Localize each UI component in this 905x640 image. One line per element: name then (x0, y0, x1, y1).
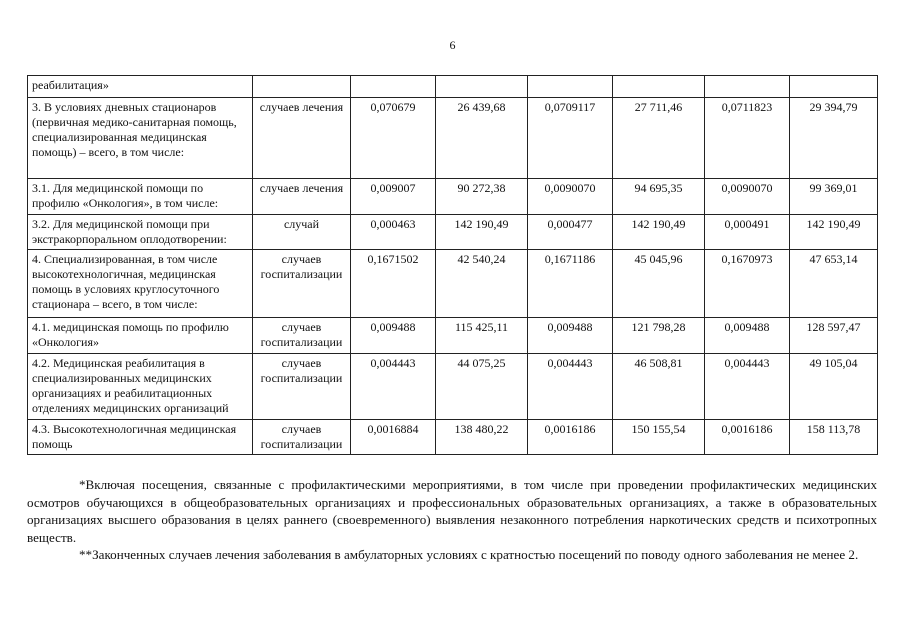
cell-value (705, 76, 790, 98)
cell-value: 0,000477 (528, 215, 613, 250)
cell-value: 0,004443 (528, 354, 613, 420)
row-unit (253, 76, 351, 98)
table-row (28, 215, 878, 250)
cell-value: 94 695,35 (613, 179, 705, 215)
footnote-1: *Включая посещения, связанные с профилактическими мероприятиями, в том числе при проведении профилактических медицинских осмотров обучающихся в общеобразовательных организациях и профессиональных образовательных организациях, а также в образовательных организациях высшего образования в целях раннего (своевременного) выявления незаконного потребления наркотических средств и психотропных веществ. (27, 477, 877, 545)
row-name: 3.1. Для медицинской помощи по профилю «Онкология», в том числе: (28, 179, 253, 215)
cell-value: 0,1671186 (528, 250, 613, 318)
cell-value (436, 76, 528, 98)
cell-value (528, 76, 613, 98)
row-unit: случаев госпитализации (253, 250, 351, 318)
cell-value: 0,0711823 (705, 98, 790, 179)
cell-value: 0,0090070 (528, 179, 613, 215)
cell-value: 45 045,96 (613, 250, 705, 318)
cell-value: 0,009488 (351, 318, 436, 354)
cell-value: 0,1671502 (351, 250, 436, 318)
cell-value: 142 190,49 (790, 215, 878, 250)
cell-value (613, 76, 705, 98)
row-name: 4.3. Высокотехнологичная медицинская помощь (28, 420, 253, 455)
cell-value: 44 075,25 (436, 354, 528, 420)
cell-value: 0,009488 (705, 318, 790, 354)
cell-value: 150 155,54 (613, 420, 705, 455)
cell-value: 142 190,49 (613, 215, 705, 250)
row-unit: случаев госпитализации (253, 420, 351, 455)
table-row (28, 179, 878, 215)
cell-value: 128 597,47 (790, 318, 878, 354)
cell-value: 27 711,46 (613, 98, 705, 179)
footnotes (27, 476, 877, 564)
cell-value: 99 369,01 (790, 179, 878, 215)
table-row (28, 420, 878, 455)
row-name: 4.1. медицинская помощь по профилю «Онкология» (28, 318, 253, 354)
footnote-2: **Законченных случаев лечения заболевания в амбулаторных условиях с кратностью посещений по поводу одного заболевания не менее 2. (79, 547, 859, 563)
cell-value: 0,009488 (528, 318, 613, 354)
cell-value (790, 76, 878, 98)
cell-value: 138 480,22 (436, 420, 528, 455)
cell-value: 0,009007 (351, 179, 436, 215)
cell-value: 0,0016186 (705, 420, 790, 455)
cell-value: 0,0016186 (528, 420, 613, 455)
cell-value: 142 190,49 (436, 215, 528, 250)
cell-value: 46 508,81 (613, 354, 705, 420)
cell-value: 42 540,24 (436, 250, 528, 318)
row-unit: случаев госпитализации (253, 318, 351, 354)
row-name: 3. В условиях дневных стационаров (первичная медико-санитарная помощь, специализированная медицинская помощь) – всего, в том числе: (28, 98, 253, 179)
cell-value: 121 798,28 (613, 318, 705, 354)
row-name: реабилитация» (28, 76, 253, 98)
cell-value: 29 394,79 (790, 98, 878, 179)
cell-value: 0,000463 (351, 215, 436, 250)
table-row (28, 76, 878, 98)
row-unit: случаев госпитализации (253, 354, 351, 420)
cell-value: 0,000491 (705, 215, 790, 250)
page-number: 6 (449, 38, 456, 52)
cell-value: 0,1670973 (705, 250, 790, 318)
cell-value: 26 439,68 (436, 98, 528, 179)
row-unit: случаев лечения (253, 179, 351, 215)
row-name: 3.2. Для медицинской помощи при экстракорпоральном оплодотворении: (28, 215, 253, 250)
cell-value: 115 425,11 (436, 318, 528, 354)
table-row (28, 318, 878, 354)
norms-table (27, 75, 878, 455)
cell-value: 49 105,04 (790, 354, 878, 420)
cell-value (351, 76, 436, 98)
cell-value: 0,0709117 (528, 98, 613, 179)
row-name: 4.2. Медицинская реабилитация в специализированных медицинских организациях и реабилитационных отделениях медицинских организаций (28, 354, 253, 420)
cell-value: 158 113,78 (790, 420, 878, 455)
table-row (28, 250, 878, 318)
cell-value: 0,0090070 (705, 179, 790, 215)
cell-value: 0,0016884 (351, 420, 436, 455)
cell-value: 0,004443 (351, 354, 436, 420)
row-name: 4. Специализированная, в том числе высокотехнологичная, медицинская помощь в условиях круглосуточного стационара – всего, в том числе: (28, 250, 253, 318)
row-unit: случай (253, 215, 351, 250)
cell-value: 0,004443 (705, 354, 790, 420)
cell-value: 0,070679 (351, 98, 436, 179)
table-row (28, 98, 878, 179)
cell-value: 47 653,14 (790, 250, 878, 318)
row-unit: случаев лечения (253, 98, 351, 179)
table-row (28, 354, 878, 420)
cell-value: 90 272,38 (436, 179, 528, 215)
